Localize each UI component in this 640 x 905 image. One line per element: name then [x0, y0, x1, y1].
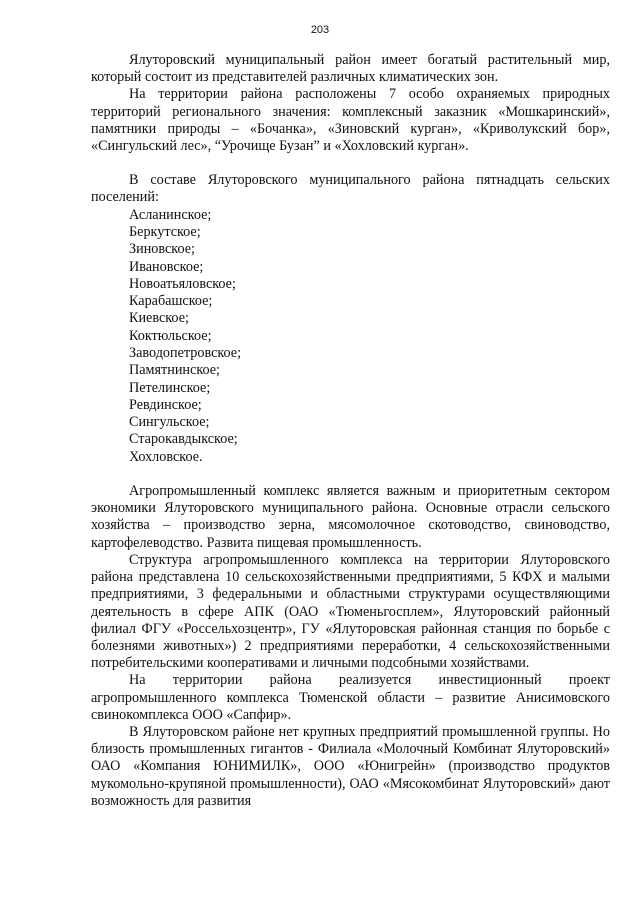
settlements-list: [91, 207, 610, 466]
list-item: Карабашское;: [129, 293, 213, 310]
paragraph-flora: Ялуторовский муниципальный район имеет богатый растительный мир, который состоит из представителей различных климатических зон.: [91, 52, 610, 86]
list-item: Зиновское;: [129, 241, 195, 258]
list-item: Новоатьяловское;: [129, 275, 236, 292]
list-item: Петелинское;: [129, 379, 211, 396]
list-item: Асланинское;: [129, 206, 212, 223]
paragraph-industry: В Ялуторовском районе нет крупных предприятий промышленной группы. Но близость промышленных гигантов - Филиала «Молочный Комбинат Ялуторовский» ОАО «Компания ЮНИМИЛК», ООО «Юнигрейн» (производство продуктов мукомольно-крупяной промышленности), ОАО «Мясокомбинат Ялуторовский» дают возможность для развития: [91, 723, 610, 809]
paragraph-spacer: [91, 155, 610, 172]
list-item: Памятнинское;: [129, 362, 220, 379]
paragraph-protected-areas: На территории района расположены 7 особо охраняемых природных территорий регионального значения: комплексный заказник «Мошкаринский», памятники природы – «Бочанка», «Зиновский курган», «Криволукский бор», «Сингульский лес», “Урочище Бузан” и «Хохловский курган».: [91, 86, 610, 155]
list-item: Коктюльское;: [129, 327, 212, 344]
page-body: [91, 52, 610, 810]
list-item: Беркутское;: [129, 223, 201, 240]
paragraph-agro-complex: Агропромышленный комплекс является важным и приоритетным сектором экономики Ялуторовского муниципального района. Основные отрасли сельского хозяйства – производство зерна, мясомолочное скотоводство, свиноводство, картофелеводство. Развита пищевая промышленность.: [91, 483, 610, 551]
list-item: Хохловское.: [129, 448, 203, 465]
paragraph-spacer: [91, 466, 610, 483]
list-item: Сингульское;: [129, 414, 210, 431]
paragraph-agro-structure: Структура агропромышленного комплекса на территории Ялуторовского района представлена 10 сельскохозяйственными предприятиями, 5 КФХ и малыми предприятиями, 3 федеральными и областными структурами осуществляющими деятельность в сфере АПК (ОАО «Тюменьгосплем», Ялуторовский районный филиал ФГУ «Россельхозцентр», ГУ «Ялуторовская районная станция по борьбе с болезнями животных») 2 предприятиями переработки, 4 сельскохозяйственными потребительскими кооперативами и личными подсобными хозяйствами.: [91, 551, 610, 672]
list-item: Ивановское;: [129, 258, 204, 275]
list-item: Киевское;: [129, 310, 189, 327]
paragraph-settlements-intro: В составе Ялуторовского муниципального района пятнадцать сельских поселений:: [91, 172, 610, 206]
list-item: Ревдинское;: [129, 396, 202, 413]
page-number: 203: [310, 24, 330, 36]
list-item: Старокавдыкское;: [129, 431, 238, 448]
paragraph-investment-project: На территории района реализуется инвестиционный проект агропромышленного комплекса Тюменской области – развитие Анисимовского свинокомплекса ООО «Сапфир».: [91, 672, 610, 723]
list-item: Заводопетровское;: [129, 345, 242, 361]
